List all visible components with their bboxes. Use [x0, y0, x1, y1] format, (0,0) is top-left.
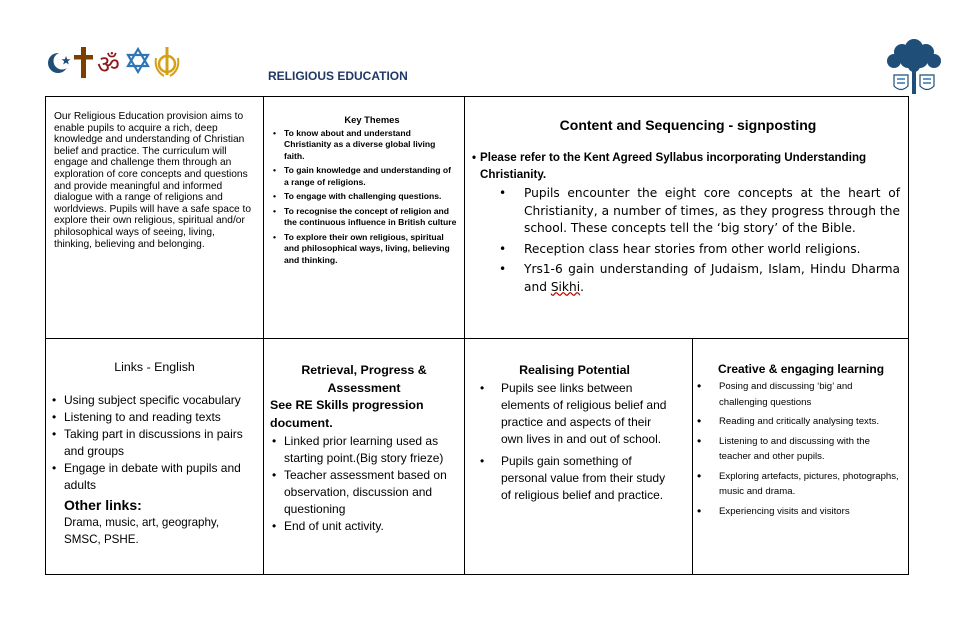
list-item: • Posing and discussing ‘big’ and challenging questions — [693, 379, 902, 410]
list-item — [516, 261, 900, 296]
list-item: • Taking part in discussions in pairs and groups — [52, 426, 257, 460]
realising-potential-list — [501, 380, 676, 504]
content-heading: Content and Sequencing - signposting — [559, 117, 817, 133]
star-of-david-icon — [128, 49, 148, 72]
list-item: • Listening to and discussing with the teacher and other pupils. — [693, 434, 902, 465]
key-themes-cell — [263, 96, 465, 339]
list-item: • To engage with challenging questions. — [272, 191, 458, 203]
crescent-star-icon — [48, 53, 71, 74]
other-links-heading: Other links: — [64, 497, 142, 513]
links-english-cell — [45, 338, 264, 575]
retrieval-cell — [263, 338, 465, 575]
list-item: • Reading and critically analysing texts. — [693, 414, 902, 430]
list-item: • End of unit activity. — [270, 518, 458, 535]
list-item: • To gain knowledge and understanding of a range of religions. — [272, 165, 458, 188]
list-item: • Linked prior learning used as starting point.(Big story frieze) — [270, 433, 458, 467]
list-item: • Pupils encounter the eight core concepts at the heart of Christianity, a number of times, as they progress through the school. These concepts tell the ‘big story’ of the Bible. — [516, 185, 900, 238]
list-item: • Pupils see links between elements of religious belief and practice and aspects of their own lives in and out of school. — [480, 380, 676, 448]
list-item: • Reception class hear stories from other world religions. — [516, 241, 900, 259]
content-sequencing-cell — [464, 96, 909, 339]
svg-text:ॐ: ॐ — [97, 50, 120, 79]
spellcheck-word: Sikhi — [550, 279, 581, 294]
religious-symbols — [46, 44, 186, 80]
list-item-text: Yrs1-6 gain understanding of Judaism, Islam, Hindu Dharma and — [524, 262, 900, 294]
realising-potential-cell — [464, 338, 693, 575]
list-item: • To explore their own religious, spiritual and philosophical ways, living, believing and thinking. — [272, 232, 458, 267]
key-themes-heading: Key Themes — [344, 114, 400, 125]
list-item: • Engage in debate with pupils and adults — [52, 460, 257, 494]
khanda-icon — [156, 47, 179, 76]
retrieval-list — [270, 433, 458, 535]
creative-learning-heading: Creative & engaging learning — [718, 362, 885, 376]
creative-learning-cell — [692, 338, 909, 575]
key-themes-list — [272, 128, 458, 267]
content-list — [516, 185, 900, 296]
realising-potential-heading: Realising Potential — [519, 363, 630, 377]
page-title: RELIGIOUS EDUCATION — [268, 69, 408, 83]
list-item: • To know about and understand Christianity as a diverse global living faith. — [272, 128, 458, 163]
list-item: • Using subject specific vocabulary — [52, 392, 257, 409]
links-english-list — [52, 392, 257, 494]
list-item-suffix: . — [580, 279, 584, 294]
provision-text: Our Religious Education provision aims to enable pupils to acquire a rich, deep knowledge and understanding of Christian belief and practice. The curriculum will engage and challenge them through an exploration of core concepts and questions and provide meaningful and informed dialogue with a range of religions and worldviews. Pupils will have a safe space to explore their own religious, spiritual and/or philosophical ways of seeing, living, thinking, believing and belonging. — [54, 111, 252, 250]
cross-icon — [74, 47, 93, 78]
provision-cell — [45, 96, 264, 339]
list-item: • Experiencing visits and visitors — [693, 504, 902, 520]
list-item: • Pupils gain something of personal value from their study of religious belief and practice. — [480, 453, 676, 504]
retrieval-see-note: See RE Skills progression document. — [270, 398, 424, 430]
list-item: • Teacher assessment based on observation, discussion and questioning — [270, 467, 458, 518]
list-item: • To recognise the concept of religion and the continuous influence in British culture — [272, 206, 458, 229]
other-links-text: Drama, music, art, geography, SMSC, PSHE. — [64, 516, 220, 546]
links-english-heading: Links - English — [114, 360, 195, 374]
content-intro: • Please refer to the Kent Agreed Syllabus incorporating Understanding Christianity. — [472, 150, 900, 183]
om-icon — [97, 50, 120, 79]
creative-learning-list — [719, 379, 902, 519]
school-tree-logo-icon — [884, 36, 944, 103]
list-item: • Listening to and reading texts — [52, 409, 257, 426]
retrieval-heading: Retrieval, Progress & Assessment — [301, 363, 427, 395]
list-item: • Exploring artefacts, pictures, photographs, music and drama. — [693, 469, 902, 500]
